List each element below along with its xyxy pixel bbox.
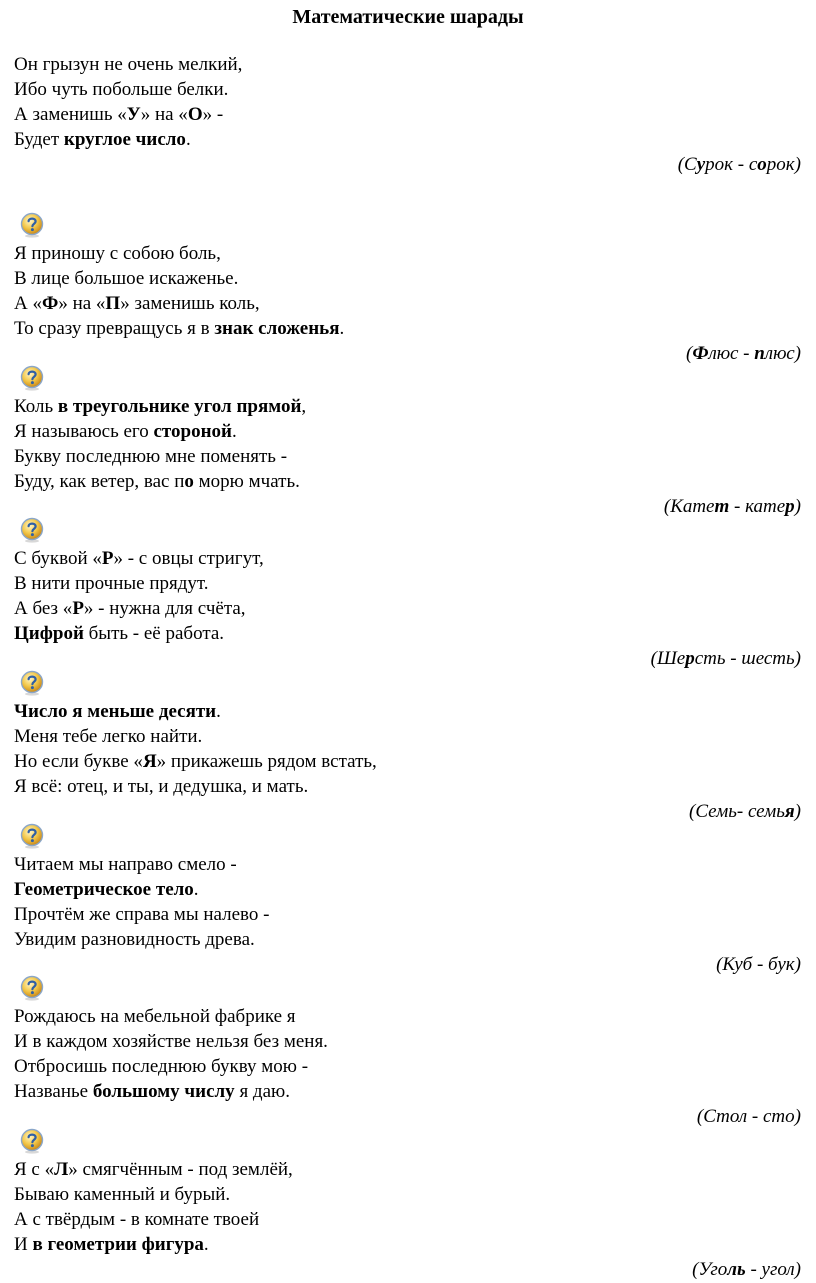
bold-text: Ф (41, 293, 59, 314)
riddle-line (14, 571, 804, 596)
riddle-line (14, 266, 804, 291)
bold-text: Р (101, 548, 114, 569)
riddle-line (14, 1157, 804, 1182)
riddle-line (14, 1232, 804, 1257)
text-run: Читаем мы направо смело - (14, 854, 237, 875)
question-icon (20, 975, 44, 1001)
bold-text: О (187, 104, 203, 125)
riddle-answer (14, 1257, 804, 1283)
text-run: Коль (14, 396, 58, 417)
question-icon (20, 823, 44, 849)
text-run: ( (686, 343, 693, 364)
riddle-block (14, 1120, 804, 1283)
bold-text: о (757, 154, 767, 175)
text-run: И (14, 1234, 33, 1255)
riddle-line (14, 241, 804, 266)
bold-text: р (685, 648, 695, 669)
bold-text: Число я меньше десяти (14, 701, 217, 722)
text-run: рок) (766, 154, 801, 175)
text-run: , (301, 396, 307, 417)
riddle-line (14, 1182, 804, 1207)
bold-text: Геометрическое тело (14, 879, 194, 900)
text-run: быть - её работа. (83, 623, 225, 644)
question-icon (20, 670, 44, 696)
text-run: Но если букве « (14, 751, 143, 772)
text-run: (С (677, 154, 697, 175)
riddle-block (14, 815, 804, 978)
riddle-line (14, 316, 804, 341)
text-run: . (203, 1234, 209, 1255)
riddle-block (14, 509, 804, 672)
text-run: Я называюсь его (14, 421, 154, 442)
bold-text: р (785, 496, 795, 517)
text-run: » смягчённым - под землёй, (68, 1159, 293, 1180)
text-run: С буквой « (14, 548, 102, 569)
riddle-line (14, 419, 804, 444)
riddle-answer (14, 152, 804, 178)
text-run: (Куб - бук) (716, 954, 801, 975)
riddle-line (14, 1029, 804, 1054)
text-run: . (193, 879, 199, 900)
text-run: (Стол - сто) (696, 1106, 801, 1127)
riddle-line (14, 444, 804, 469)
riddle-line (14, 902, 804, 927)
bold-text: П (105, 293, 121, 314)
text-run: Меня тебе легко найти. (14, 726, 203, 747)
text-run: Букву последнюю мне поменять - (14, 446, 288, 467)
text-run: ) (794, 496, 801, 517)
text-run: Буду, как ветер, вас п (14, 471, 185, 492)
riddle-line (14, 877, 804, 902)
bold-text: стороной (153, 421, 232, 442)
riddle-block (14, 967, 804, 1130)
bold-text: ль (727, 1259, 746, 1280)
text-run: Прочтём же справа мы налево - (14, 904, 270, 925)
text-run: » прикажешь рядом встать, (156, 751, 377, 772)
text-run: сть - шесть) (694, 648, 801, 669)
riddle-line (14, 77, 804, 102)
question-icon (20, 517, 44, 543)
bold-text: круглое число (63, 129, 186, 150)
bold-text: У (126, 104, 141, 125)
riddle-line (14, 774, 804, 799)
text-run: (Уго (692, 1259, 728, 1280)
text-run: » заменишь коль, (120, 293, 260, 314)
riddle-line (14, 1207, 804, 1232)
bold-text: я (784, 801, 795, 822)
text-run: (Кате (663, 496, 715, 517)
riddle-line (14, 724, 804, 749)
riddle-block (14, 52, 804, 178)
text-run: Названье (14, 1081, 93, 1102)
text-run: Он грызун не очень мелкий, (14, 54, 243, 75)
text-run: . (216, 701, 221, 722)
text-run: » на « (58, 293, 106, 314)
bold-text: большому числу (92, 1081, 235, 1102)
riddle-line (14, 1054, 804, 1079)
text-run: Отбросишь последнюю букву мою - (14, 1056, 309, 1077)
text-run: А с твёрдым - в комнате твоей (14, 1209, 260, 1230)
bold-text: т (714, 496, 730, 517)
riddle-block (14, 357, 804, 520)
text-run: Будет (14, 129, 64, 150)
text-run: » - с овцы стригут, (113, 548, 264, 569)
text-run: » на « (140, 104, 188, 125)
riddle-line (14, 699, 804, 724)
text-run: » - нужна для счёта, (83, 598, 246, 619)
page-title: Математические шарады (292, 6, 524, 28)
bold-text: в треугольнике угол прямой (57, 396, 302, 417)
text-run: люс - (708, 343, 755, 364)
text-run: Я приношу с собою боль, (14, 243, 221, 264)
bold-text: у (696, 154, 706, 175)
question-icon (20, 1128, 44, 1154)
text-run: рок - с (705, 154, 758, 175)
text-run: То сразу превращусь я в (14, 318, 215, 339)
bold-text: Цифрой (14, 623, 84, 644)
question-icon (20, 212, 44, 238)
text-run: » - (202, 104, 224, 125)
riddle-line (14, 596, 804, 621)
text-run: - кате (729, 496, 786, 517)
riddle-line (14, 394, 804, 419)
question-icon (20, 365, 44, 391)
text-run: А без « (14, 598, 73, 619)
text-run: . (185, 129, 191, 150)
text-run: Увидим разновидность древа. (14, 929, 255, 950)
riddle-line (14, 852, 804, 877)
riddle-block (14, 662, 804, 825)
riddle-line (14, 127, 804, 152)
bold-text: Л (54, 1159, 69, 1180)
text-run: (Семь- семь (689, 801, 785, 822)
riddle-line (14, 927, 804, 952)
riddle-line (14, 52, 804, 77)
bold-text: Я (142, 751, 157, 772)
riddle-line (14, 621, 804, 646)
text-run: В нити прочные прядут. (14, 573, 209, 594)
bold-text: в геометрии фигура (32, 1234, 204, 1255)
bold-text: знак сложенья (214, 318, 340, 339)
text-run: люс) (764, 343, 801, 364)
text-run: Ибо чуть побольше белки. (14, 79, 229, 100)
riddle-line (14, 291, 804, 316)
text-run: (Ше (650, 648, 686, 669)
riddle-line (14, 1004, 804, 1029)
text-run: - угол) (745, 1259, 801, 1280)
bold-text: Р (72, 598, 84, 619)
text-run: я даю. (234, 1081, 290, 1102)
text-run: . (231, 421, 237, 442)
text-run: В лице большое искаженье. (14, 268, 239, 289)
riddle-line (14, 102, 804, 127)
riddle-line (14, 546, 804, 571)
text-run: . (339, 318, 345, 339)
text-run: Рождаюсь на мебельной фабрике я (14, 1006, 296, 1027)
text-run: Я с « (14, 1159, 55, 1180)
text-run: И в каждом хозяйстве нельзя без меня. (14, 1031, 328, 1052)
riddle-line (14, 469, 804, 494)
text-run: Я всё: отец, и ты, и дедушка, и мать. (14, 776, 309, 797)
riddle-line (14, 749, 804, 774)
bold-text: Ф (692, 343, 709, 364)
text-run: А « (14, 293, 42, 314)
text-run: Бываю каменный и бурый. (14, 1184, 231, 1205)
text-run: морю мчать. (193, 471, 300, 492)
riddle-block (14, 204, 804, 367)
riddle-line (14, 1079, 804, 1104)
text-run: А заменишь « (14, 104, 127, 125)
text-run: ) (794, 801, 801, 822)
bold-text: п (754, 343, 765, 364)
bold-text: о (184, 471, 194, 492)
